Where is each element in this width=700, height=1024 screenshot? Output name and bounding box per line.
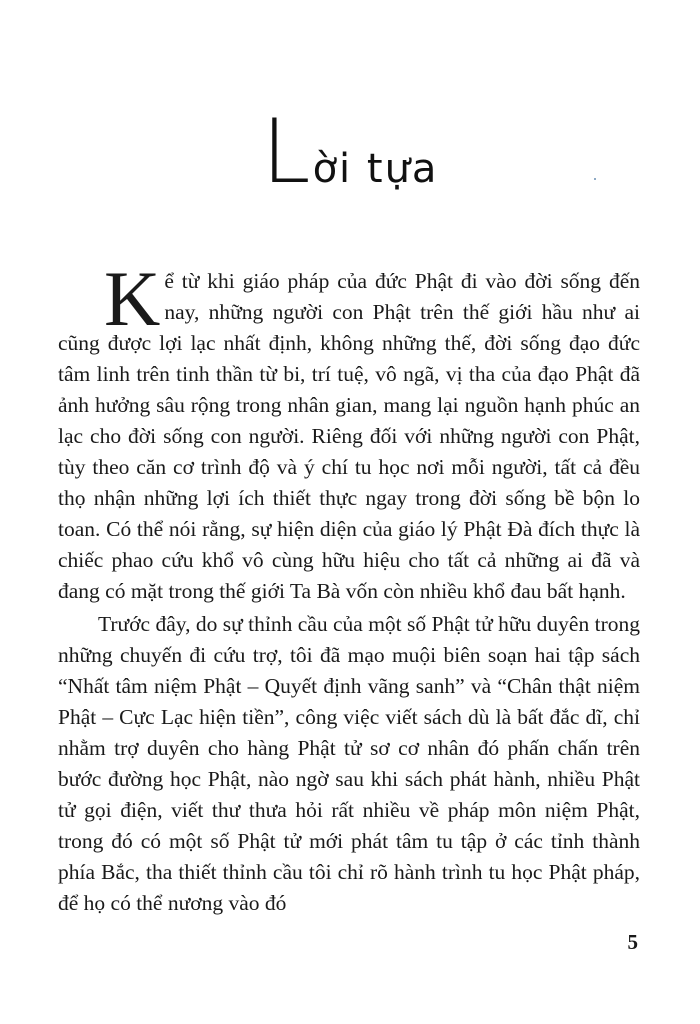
chapter-title-rest: ời tựa: [312, 146, 439, 192]
chapter-title-initial: L: [261, 100, 311, 203]
body-text: [58, 255, 640, 919]
page-number: 5: [627, 930, 638, 954]
paragraph-2: [58, 609, 640, 919]
scan-speck: [594, 178, 596, 180]
paragraph-1: [58, 255, 640, 607]
chapter-title: [0, 100, 700, 203]
paragraph-1-text: ể từ khi giáo pháp của đức Phật đi vào đời sống đến nay, những người con Phật trên thế giới hầu như ai cũng được lợi lạc nhất định, không những thế, đời sống đạo đức tâm linh trên tinh thần từ bi, trí tuệ, vô ngã, vị tha của đạo Phật đã ảnh hưởng sâu rộng trong nhân gian, mang lại nguồn hạnh phúc an lạc cho đời sống con người. Riêng đối với những người con Phật, tùy theo căn cơ trình độ và ý chí tu học nơi mỗi người, tất cả đều thọ nhận những lợi ích thiết thực ngay trong đời sống bề bộn lo toan. Có thể nói rằng, sự hiện diện của giáo lý Phật Đà đích thực là chiếc phao cứu khổ vô cùng hữu hiệu cho tất cả những ai đã và đang có mặt trong thế giới Ta Bà vốn còn nhiều khổ đau bất hạnh.: [58, 269, 640, 603]
paragraph-2-text: Trước đây, do sự thỉnh cầu của một số Phật tử hữu duyên trong những chuyến đi cứu trợ, tôi đã mạo muội biên soạn hai tập sách “Nhất tâm niệm Phật – Quyết định vãng sanh” và “Chân thật niệm Phật – Cực Lạc hiện tiền”, công việc viết sách dù là bất đắc dĩ, chỉ nhằm trợ duyên cho hàng Phật tử sơ cơ nhân đó phấn chấn trên bước đường học Phật, nào ngờ sau khi sách phát hành, nhiều Phật tử gọi điện, viết thư thưa hỏi rất nhiều về pháp môn niệm Phật, trong đó có một số Phật tử mới phát tâm tu tập ở các tỉnh thành phía Bắc, tha thiết thỉnh cầu tôi chỉ rõ hành trình tu học Phật pháp, để họ có thể nương vào đó: [58, 612, 640, 915]
drop-cap: K: [104, 255, 161, 342]
